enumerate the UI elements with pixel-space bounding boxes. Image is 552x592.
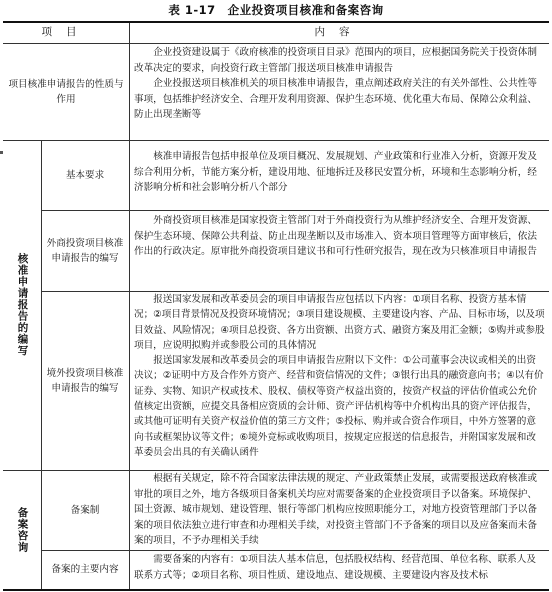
- row-content-nature: [134, 45, 545, 138]
- consulting-table: [3, 21, 549, 591]
- paragraph: 外商投资项目核准是国家投资主管部门对于外商投资行为从维护经济安全、合理开发资源、保护生态环境、保障公共利益、防止出现垄断以及市场准入、资本项目管理等方面审核后，依法作出的行政决定。原审批外商投资项目建议书和可行性研究报告，现在改为只核准项目申请报告: [134, 215, 537, 258]
- row-label-foreign-invest: [41, 210, 129, 291]
- row-content-filing-content: [134, 552, 545, 588]
- paragraph: 企业投报送项目核准机关的项目核准申请报告，重点阐述政府关注的有关外部性、公共性等事项，包括维护经济安全、合理开发利用资源、保护生态环境、优化重大布局、保障公众利益、防止出现垄断等: [134, 78, 537, 121]
- paragraph: 根据有关规定，除不符合国家法律法规的规定、产业政策禁止发展，或需要报送政府核准或审批的项目之外，地方各级项目备案机关均应对需要备案的企业投资项目予以备案。环境保护、国土资源、城市规划、建设管理、银行等部门机构应按照职能分工，对地方投资管理部门予以备案的项目依法独立进行审查和办理相关手续，对投资主管部门不予备案的项目以及应备案而未备案的项目，不予办理相关手续: [134, 473, 537, 547]
- row-content-foreign-invest: [134, 213, 545, 289]
- paragraph: 核准申请报告包括申报单位及项目概况、发展规划、产业政策和行业准入分析，资源开发及综合利用分析，节能方案分析，建设用地、征地拆迁及移民安置分析，环境和生态影响分析，经济影响分析和社会影响分析八个部分: [134, 151, 537, 194]
- paragraph: 报送国家发展和改革委员会的项目申请报告应包括以下内容：①项目名称、投资方基本情况；②项目背景情况及投资环境情况；③项目建设规模、主要建设内容、产品、目标市场，以及项目效益、风险情况；④项目总投资、各方出资额、出资方式、融资方案及用汇金额；⑤购并或参股项目，应说明拟购并或参股公司的具体情况: [134, 294, 545, 351]
- row-content-basic: [134, 149, 545, 207]
- row-label-text: 境外投资项目核准申请报告的编写: [46, 367, 124, 394]
- row-label-text: 外商投资项目核准申请报告的编写: [46, 237, 124, 264]
- table-caption: 表 1-17 企业投资项目核准和备案咨询: [168, 3, 384, 17]
- column-divider: [129, 23, 130, 589]
- row-label-text: 备案制: [70, 504, 100, 516]
- row-label-filing-system: [41, 470, 129, 550]
- row-content-overseas-invest: [134, 292, 545, 469]
- row-content-filing-system: [134, 471, 545, 549]
- group-label-filing: 备案咨询: [16, 506, 29, 553]
- paragraph: 报送国家发展和改革委员会的项目申请报告应附以下文件：①公司董事会决议或相关的出资决议；②证明中方及合作外方资产、经营和资信情况的文件；③银行出具的融资意向书；④以有价证券、实物、知识产权或技术、股权、债权等资产权益出资的，按资产权益的评估价值或公允价值核定出资额，应提交具备相应资质的会计师、资产评估机构等中介机构出具的资产评估报告，或其他可证明有关资产权益价值的第三方文件；⑤投标、购并或合资合作项目，中外方签署的意向书或框架协议等文件；⑥境外竞标或收购项目，按规定应报送的信息报告，并附国家发展和改革委员会出具的有关确认函件: [134, 355, 544, 458]
- row-label-text: 项目核准申请报告的性质与作用: [8, 78, 124, 105]
- row-label-overseas-invest: [41, 291, 129, 470]
- header-content: 内容: [314, 26, 364, 39]
- header-item: 项目: [41, 26, 91, 39]
- paragraph: 需要备案的内容有：①项目法人基本信息，包括股权结构、经营范围、单位名称、联系人及联系方式等；②项目名称、项目性质、建设地点、建设规模、主要建设内容及技术标: [134, 554, 536, 581]
- group-label-compile: 核准申请报告的编写: [16, 253, 29, 357]
- row-label-filing-content: [41, 550, 129, 589]
- row-label-text: 备案的主要内容: [51, 564, 119, 575]
- row-label-nature: [3, 43, 129, 140]
- paragraph: 企业投资建设属于《政府核准的投资项目目录》范围内的项目，应根据国务院关于投资体制改革决定的要求，向投资行政主管部门报送项目核准申请报告: [134, 47, 537, 74]
- row-label-basic: [41, 140, 129, 210]
- row-label-text: 基本要求: [65, 169, 105, 181]
